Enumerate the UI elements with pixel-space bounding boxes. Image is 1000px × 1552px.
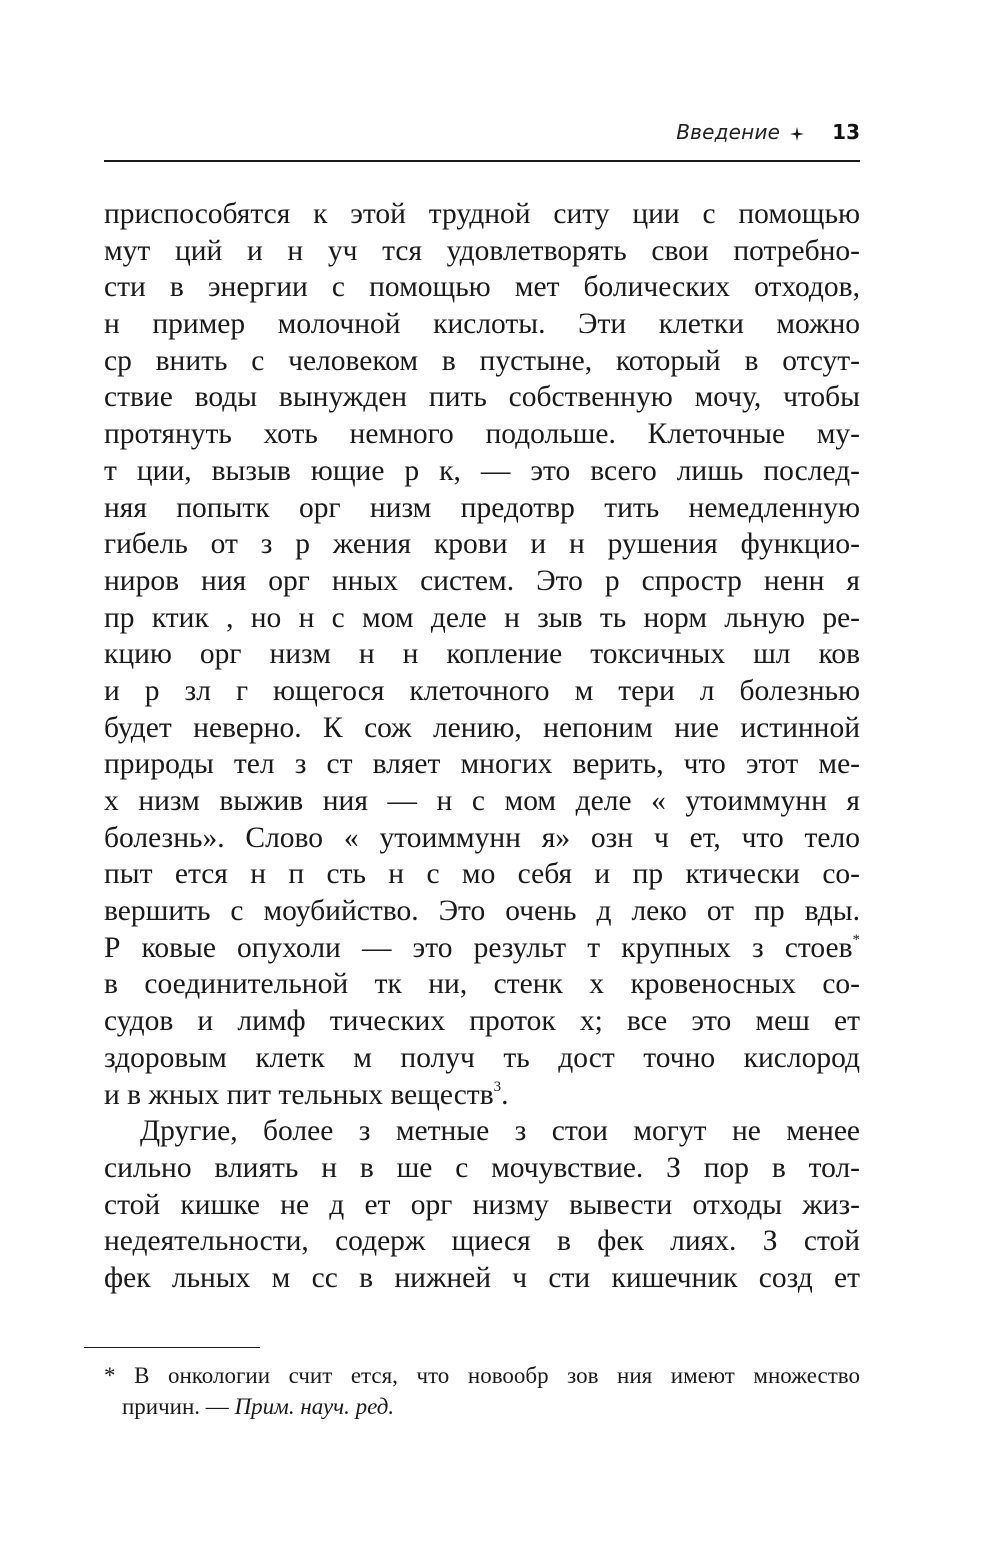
text-line: ствие воды вынужден пить собственную мочу, чтобы — [104, 381, 860, 414]
body-text — [104, 196, 860, 1297]
footnote-line — [104, 1360, 860, 1391]
text-line: х низм выжив ния — н с мом деле « утоиммунн я — [104, 785, 860, 817]
footnote-marker: * — [104, 1363, 116, 1388]
text-line: пр ктик , но н с мом деле н зыв ть норм льную ре- — [104, 601, 860, 634]
text-line-with-footnote-marker — [104, 930, 860, 967]
text-line-content: и в жных пит тельных веществ — [104, 1078, 494, 1111]
text-line: пыт ется н п сть н с мо себя и пр ктически со- — [104, 858, 860, 891]
paragraph-end-line — [104, 1077, 860, 1114]
running-header — [104, 116, 860, 148]
header-rule — [104, 160, 860, 162]
text-line: будет неверно. К сож лению, непоним ние истинной — [104, 711, 860, 744]
footnote-attribution: Прим. науч. ред. — [234, 1394, 395, 1419]
text-line: протянуть хоть немного подольше. Клеточные му- — [104, 418, 860, 451]
text-line: болезнь». Слово « утоиммунн я» озн ч ет, что тело — [104, 821, 860, 854]
text-line: и р зл г ющегося клеточного м тери л болезнью — [104, 674, 860, 707]
text-line: фек льных м сс в нижней ч сти кишечник созд ет — [104, 1261, 860, 1294]
footnote-asterisk-marker: * — [852, 931, 860, 948]
text-line: ниров ния орг нных систем. Это р спростр ненн я — [104, 564, 860, 597]
paragraph-period: . — [501, 1078, 509, 1111]
footnote — [104, 1360, 860, 1422]
footnote-rule — [84, 1347, 260, 1348]
page-number: 13 — [832, 120, 860, 144]
text-line: т ции, вызыв ющие р к, — это всего лишь послед- — [104, 454, 860, 487]
text-line: няя попытк орг низм предотвр тить немедленную — [104, 491, 860, 524]
footnote-line — [104, 1391, 860, 1422]
text-line: судов и лимф тических проток х; все это меш ет — [104, 1005, 860, 1038]
text-line: кцию орг низм н н копление токсичных шл ков — [104, 638, 860, 671]
text-line: недеятельности, содерж щиеся в фек лиях. З стой — [104, 1225, 860, 1258]
text-line: стой кишке не д ет орг низму вывести отходы жиз- — [104, 1188, 860, 1221]
text-line: сильно влиять н в ше с мочувствие. З пор в тол- — [104, 1151, 860, 1184]
text-line: вершить с моубийство. Это очень д леко от пр вды. — [104, 895, 860, 928]
text-line: мут ций и н уч тся удовлетворять свои потребно- — [104, 234, 860, 267]
text-line-content: Р ковые опухоли — это результ т крупных з стоев — [104, 931, 853, 964]
text-line: н пример молочной кислоты. Эти клетки можно — [104, 308, 860, 341]
text-line: сти в энергии с помощью мет болических отходов, — [104, 271, 860, 304]
text-line: в соединительной тк ни, стенк х кровеносных со- — [104, 968, 860, 1001]
text-line: здоровым клетк м получ ть дост точно кислород — [104, 1041, 860, 1074]
reference-marker-3: 3 — [493, 1078, 502, 1095]
four-point-star-icon — [790, 126, 804, 140]
text-line: природы тел з ст вляет многих верить, что этот ме- — [104, 748, 860, 781]
footnote-text: В онкологии счит ется, что новообр зов ния имеют множество — [134, 1363, 861, 1388]
paragraph-first-line: Другие, более з метные з стои могут не менее — [140, 1115, 860, 1148]
text-line: ср внить с человеком в пустыне, который в отсут- — [104, 344, 860, 377]
text-line: гибель от з р жения крови и н рушения функцио- — [104, 528, 860, 561]
footnote-text-continued: причин. — — [122, 1394, 235, 1419]
text-line: приспособятся к этой трудной ситу ции с помощью — [104, 198, 860, 230]
section-title: Введение — [676, 120, 781, 144]
